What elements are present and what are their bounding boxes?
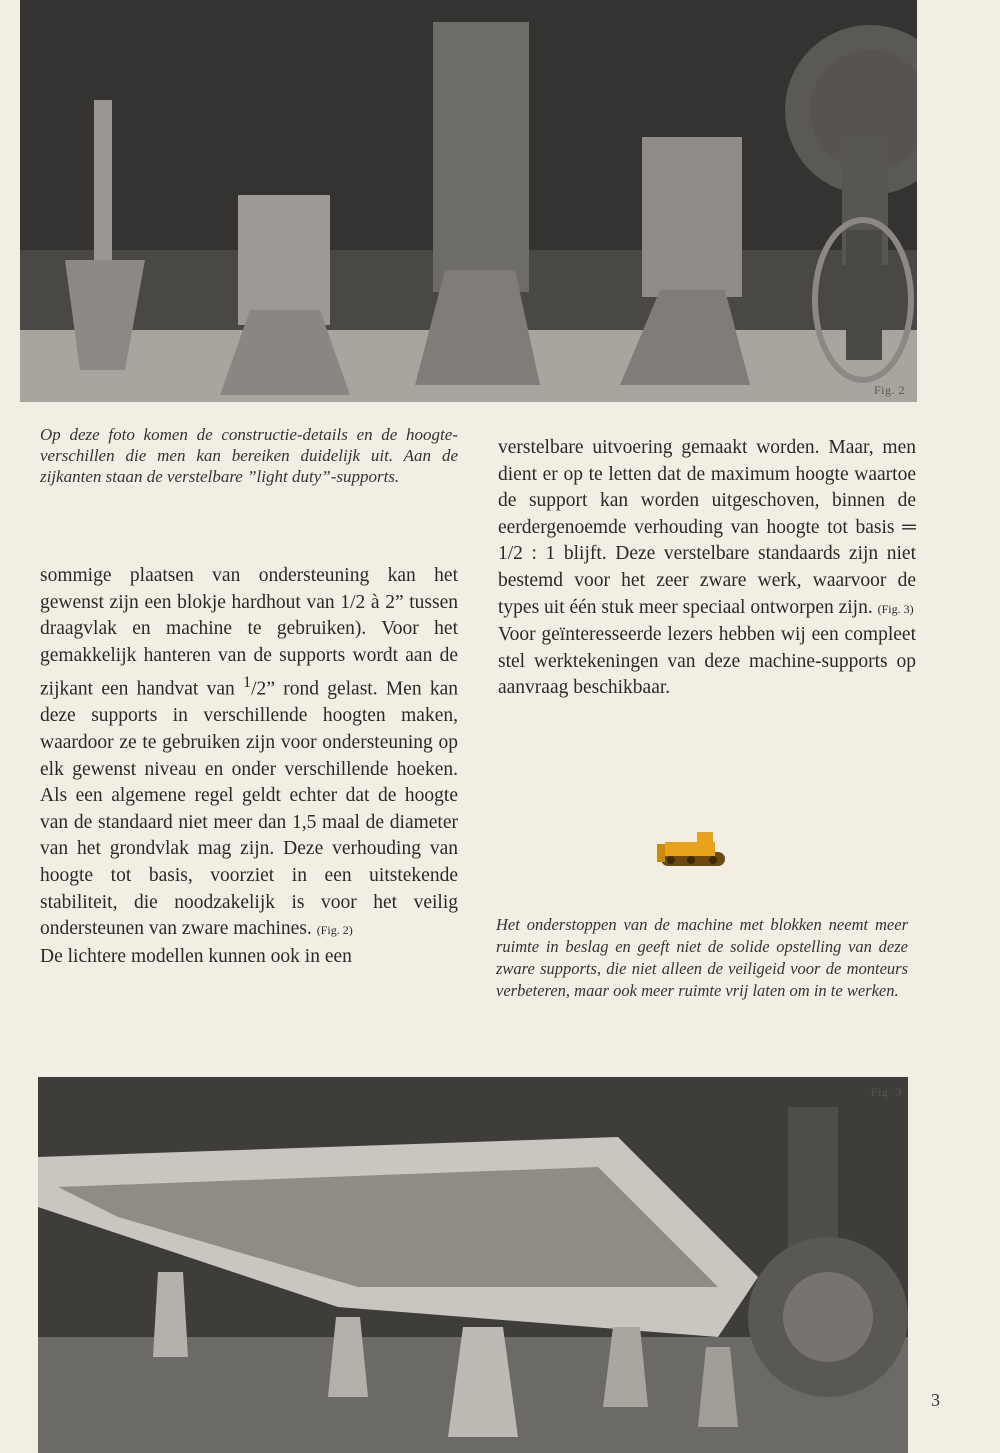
fig-2-reference: (Fig. 2) bbox=[316, 923, 353, 938]
bulldozer-icon bbox=[657, 830, 729, 872]
figure-2-label: Fig. 2 bbox=[873, 383, 905, 397]
right-paragraph-1: verstelbare uitvoering gemaakt worden. Maar, men dient er op te letten dat de maximum hoogte waartoe de support kan worden uitgeschoven, binnen de eerdergenoemde verhouding van hoogte tot basis ═ 1/2 : 1 blijft. Deze verstelbare standaards zijn niet bestemd voor het zeer zware werk, waarvoor de types uit één stuk meer speciaal ontworpen zijn. (Fig. 3) bbox=[498, 437, 916, 618]
fig-3-reference: (Fig. 3) bbox=[877, 601, 914, 616]
jack-stands-illustration bbox=[20, 0, 917, 402]
figure-3-label: Fig. 3 bbox=[870, 1085, 902, 1099]
machine-on-supports-illustration bbox=[38, 1077, 908, 1453]
right-paragraph-2: Voor geïnteresseerde lezers hebben wij een compleet stel werktekeningen van deze machine-supports op aanvraag beschikbaar. bbox=[498, 624, 916, 699]
left-column-text bbox=[40, 563, 458, 970]
figure-3-photo bbox=[38, 1077, 908, 1453]
page-number: 3 bbox=[931, 1390, 940, 1410]
right-column-text bbox=[498, 435, 916, 702]
figure-3-caption: Het onderstoppen van de machine met blokken neemt meer ruimte in beslag en geeft niet de solide opstelling van deze zware supports, die niet alleen de veiligeid voor de monteurs verbeteren, maar ook meer ruimte vrij laten om in te werken. bbox=[496, 915, 908, 1000]
left-paragraph-1: sommige plaatsen van ondersteuning kan het gewenst zijn een blokje hardhout van 1/2 à 2” tussen draagvlak en machine te gebruiken). Voor het gemakkelijk hanteren van de supports wordt aan de zijkant een handvat van $^1$/2” rond gelast. Men kan deze supports in verschillende hoogten maken, waardoor ze te gebruiken zijn voor ondersteuning op elk gewenst niveau en onder verschillende hoeken. Als een algemene regel geldt echter dat de hoogte van de standaard niet meer dan 1,5 maal de diameter van het grondvlak mag zijn. Deze verhouding van hoogte tot basis, voorziet in een uitstekende stabiliteit, die noodzakelijk is voor het veilig ondersteunen van zware machines. (Fig. 2) bbox=[40, 565, 458, 940]
figure-2-photo bbox=[20, 0, 917, 402]
figure-2-caption: Op deze foto komen de constructie-details en de hoogte-verschillen die men kan bereiken duidelijk uit. Aan de zijkanten staan de verstelbare ”light duty”-supports. bbox=[40, 425, 458, 486]
left-paragraph-2: De lichtere modellen kunnen ook in een bbox=[40, 945, 352, 967]
